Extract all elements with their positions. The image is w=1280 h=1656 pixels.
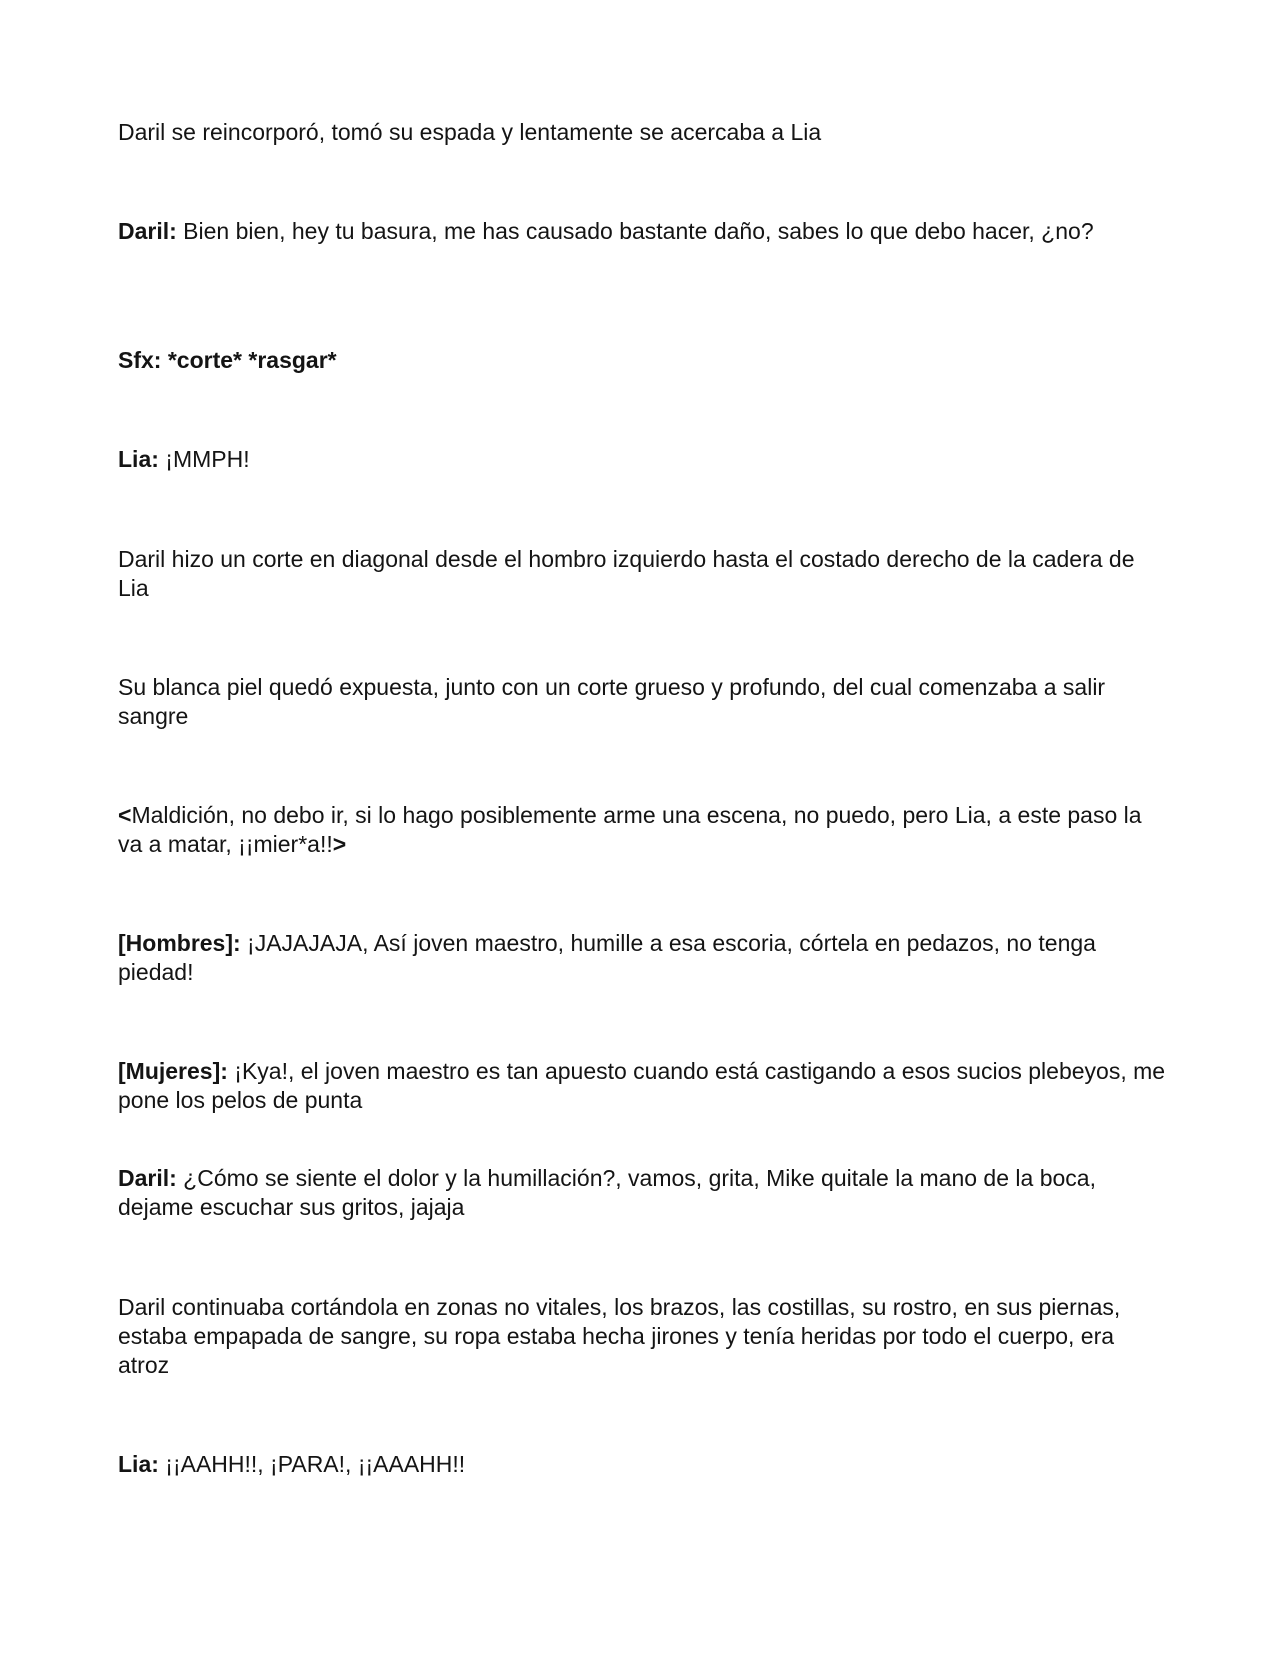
dialogue-paragraph [118, 1450, 1168, 1479]
thought-close-bracket: > [332, 831, 347, 857]
speaker-label: [Mujeres]: [118, 1058, 228, 1084]
thought-paragraph [118, 801, 1168, 859]
narration-paragraph [118, 1293, 1168, 1380]
speaker-label: Lia: [118, 1451, 159, 1477]
paragraph-text: Daril se reincorporó, tomó su espada y lentamente se acercaba a Lia [118, 119, 822, 145]
narration-paragraph [118, 673, 1168, 731]
sfx-label: Sfx: *corte* *rasgar* [118, 347, 337, 373]
dialogue-text: ¡Kya!, el joven maestro es tan apuesto cuando está castigando a esos sucios plebeyos, me pone los pelos de punta [118, 1058, 1166, 1113]
dialogue-paragraph [118, 1164, 1168, 1222]
dialogue-text: ¡¡AAHH!!, ¡PARA!, ¡¡AAAHH!! [158, 1451, 466, 1477]
speaker-label: Daril: [118, 1165, 177, 1191]
dialogue-text: ¡JAJAJAJA, Así joven maestro, humille a esa escoria, córtela en pedazos, no tenga piedad! [118, 930, 1096, 985]
thought-open-bracket: < [118, 802, 132, 828]
dialogue-text: Bien bien, hey tu basura, me has causado bastante daño, sabes lo que debo hacer, ¿no? [176, 218, 1094, 244]
dialogue-text: ¿Cómo se siente el dolor y la humillación?, vamos, grita, Mike quitale la mano de la boca, dejame escuchar sus gritos, jajaja [118, 1165, 1096, 1220]
paragraph-text: Daril continuaba cortándola en zonas no vitales, los brazos, las costillas, su rostro, en sus piernas, estaba empapada de sangre, su ropa estaba hecha jirones y tenía heridas por todo el cuerpo, era atroz [118, 1294, 1121, 1378]
paragraph-text: Su blanca piel quedó expuesta, junto con un corte grueso y profundo, del cual comenzaba a salir sangre [118, 674, 1106, 729]
speaker-label: [Hombres]: [118, 930, 241, 956]
speaker-label: Lia: [118, 446, 159, 472]
speaker-label: Daril: [118, 218, 177, 244]
narration-paragraph [118, 545, 1168, 603]
dialogue-paragraph [118, 1057, 1168, 1115]
dialogue-paragraph [118, 445, 1168, 474]
narration-paragraph [118, 118, 1168, 147]
dialogue-paragraph [118, 217, 1168, 246]
dialogue-paragraph [118, 929, 1168, 987]
paragraph-text: Daril hizo un corte en diagonal desde el hombro izquierdo hasta el costado derecho de la cadera de Lia [118, 546, 1135, 601]
dialogue-text: ¡MMPH! [158, 446, 250, 472]
thought-text: Maldición, no debo ir, si lo hago posiblemente arme una escena, no puedo, pero Lia, a este paso la va a matar, ¡¡mier*a!! [118, 802, 1142, 857]
sfx-paragraph [118, 346, 1168, 375]
